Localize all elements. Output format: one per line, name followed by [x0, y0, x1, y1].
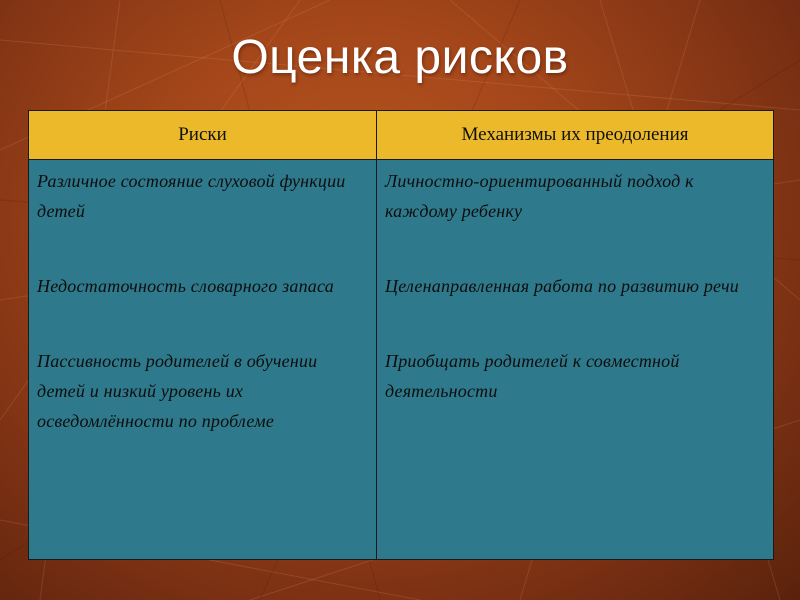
- risk-table: [28, 110, 774, 560]
- risk-item: Различное состояние слуховой функции детей: [37, 171, 346, 221]
- table-header-row: [29, 111, 774, 160]
- table-row: [29, 160, 774, 560]
- mechanism-item: Целенаправленная работа по развитию речи: [385, 276, 739, 296]
- mechanism-item: Приобщать родителей к совместной деятельности: [385, 351, 680, 401]
- slide-title: Оценка рисков: [231, 31, 569, 84]
- mechanisms-cell: [377, 160, 774, 560]
- header-risks: Риски: [29, 111, 377, 160]
- risks-cell: [29, 160, 377, 560]
- risk-item: Пассивность родителей в обучении детей и низкий уровень их осведомлённости по проблеме: [37, 351, 318, 431]
- header-mechanisms: Механизмы их преодоления: [377, 111, 774, 160]
- risk-item: Недостаточность словарного запаса: [37, 276, 334, 296]
- mechanism-item: Личностно-ориентированный подход к каждому ребенку: [385, 171, 694, 221]
